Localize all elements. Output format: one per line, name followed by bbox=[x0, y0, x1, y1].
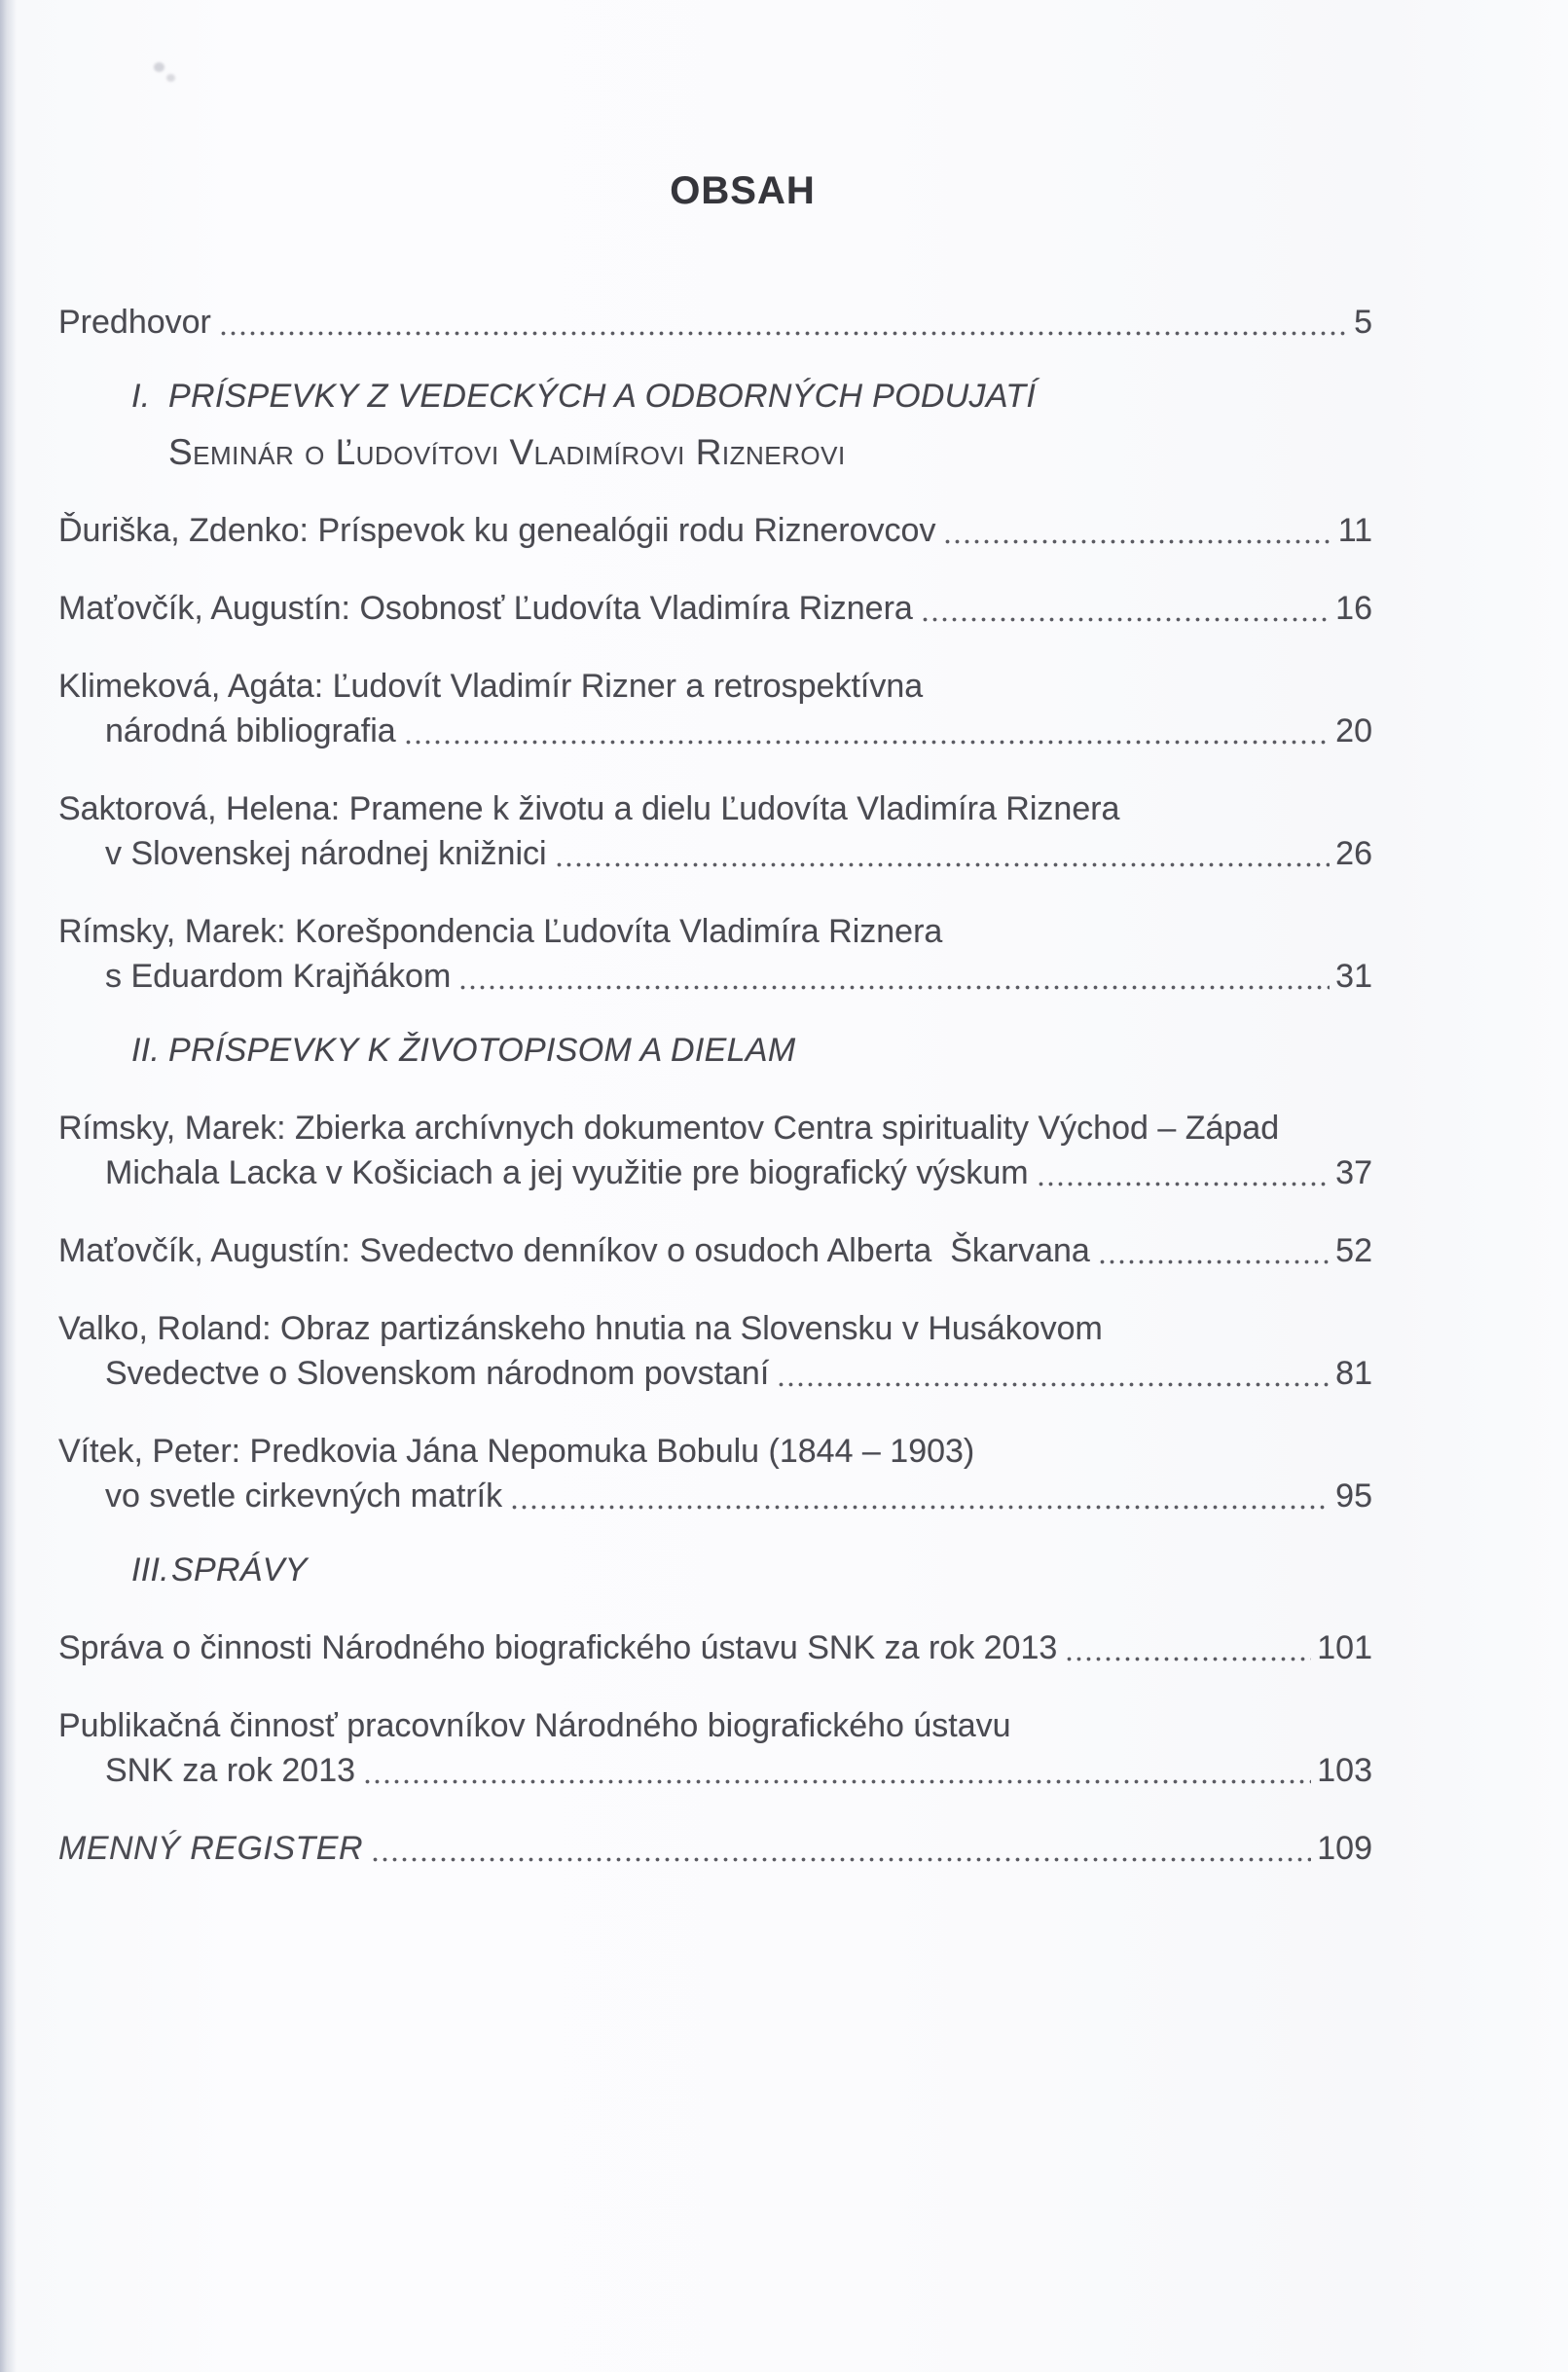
toc-entry-line bbox=[58, 1150, 1372, 1195]
toc-entry-line bbox=[58, 300, 1372, 345]
toc-entry bbox=[58, 1228, 1372, 1273]
entry-title-text: Svedectve o Slovenskom národnom povstaní bbox=[105, 1355, 770, 1392]
entry-title-text: Vítek, Peter: Predkovia Jána Nepomuka Bobulu (1844 – 1903) bbox=[58, 1433, 975, 1470]
toc-entry-line bbox=[58, 1306, 1372, 1351]
toc-entry bbox=[58, 909, 1372, 999]
toc-entry bbox=[58, 1826, 1372, 1871]
page-content bbox=[58, 0, 1372, 1871]
entry-title-text: Správa o činnosti Národného biografického ústavu SNK za rok 2013 bbox=[58, 1629, 1058, 1666]
page-title: OBSAH bbox=[670, 169, 816, 212]
page-number: 16 bbox=[1335, 590, 1372, 627]
section-heading bbox=[58, 374, 1372, 419]
toc-entry-line bbox=[58, 786, 1372, 831]
dot-leader bbox=[373, 1857, 1311, 1862]
section-number: II. bbox=[131, 1032, 161, 1069]
entry-title-text: SNK za rok 2013 bbox=[105, 1752, 356, 1789]
entry-title-text: Michala Lacka v Košiciach a jej využitie pre biografický výskum bbox=[105, 1154, 1029, 1191]
dot-leader bbox=[1067, 1657, 1311, 1661]
entry-title-text: Klimeková, Agáta: Ľudovít Vladimír Rizner a retrospektívna bbox=[58, 668, 924, 705]
entry-title-text: s Eduardom Krajňákom bbox=[105, 958, 452, 995]
toc-entry-line bbox=[58, 909, 1372, 954]
section-heading bbox=[58, 1028, 1372, 1073]
scan-left-edge-shadow bbox=[0, 0, 18, 2372]
toc-entry bbox=[58, 786, 1372, 876]
toc-entry bbox=[58, 586, 1372, 631]
toc-entry bbox=[58, 1106, 1372, 1195]
toc-entry-line bbox=[58, 831, 1372, 876]
dot-leader bbox=[406, 740, 1331, 745]
toc-entry bbox=[58, 1306, 1372, 1396]
entry-title-text: Maťovčík, Augustín: Svedectvo denníkov o osudoch Alberta Škarvana bbox=[58, 1232, 1090, 1269]
section-title: PRÍSPEVKY Z VEDECKÝCH A ODBORNÝCH PODUJATÍ bbox=[168, 378, 1037, 415]
entry-title-text: vo svetle cirkevných matrík bbox=[105, 1478, 503, 1514]
toc-entry bbox=[58, 664, 1372, 753]
toc-entry bbox=[58, 300, 1372, 345]
entry-title-text: MENNÝ REGISTER bbox=[58, 1830, 364, 1867]
toc-entry-line bbox=[58, 1228, 1372, 1273]
dot-leader bbox=[945, 539, 1331, 544]
page-number: 31 bbox=[1335, 958, 1372, 995]
section-number: I. bbox=[131, 378, 151, 415]
toc-entry bbox=[58, 1429, 1372, 1518]
page-number: 5 bbox=[1354, 304, 1372, 341]
section-title: SPRÁVY bbox=[171, 1551, 308, 1588]
page-number: 52 bbox=[1335, 1232, 1372, 1269]
dot-leader bbox=[512, 1505, 1330, 1510]
entry-title-text: Publikačná činnosť pracovníkov Národného biografického ústavu bbox=[58, 1707, 1011, 1744]
section-heading bbox=[58, 1548, 1372, 1592]
dot-leader bbox=[557, 862, 1331, 867]
toc-entry-line bbox=[58, 1625, 1372, 1670]
entry-title-text: Saktorová, Helena: Pramene k životu a dielu Ľudovíta Vladimíra Riznera bbox=[58, 790, 1120, 827]
page-number: 103 bbox=[1317, 1752, 1372, 1789]
toc-entry-line bbox=[58, 1474, 1372, 1518]
entry-title-text: Rímsky, Marek: Zbierka archívnych dokumentov Centra spirituality Východ – Západ bbox=[58, 1110, 1280, 1147]
toc-entry-line bbox=[58, 1106, 1372, 1150]
toc-entry-line bbox=[58, 1703, 1372, 1748]
entry-title-text: Maťovčík, Augustín: Osobnosť Ľudovíta Vladimíra Riznera bbox=[58, 590, 913, 627]
toc-entry-line bbox=[58, 1429, 1372, 1474]
toc-entry-line bbox=[58, 586, 1372, 631]
dot-leader bbox=[923, 617, 1330, 622]
page-number: 11 bbox=[1337, 512, 1372, 549]
toc-entry bbox=[58, 508, 1372, 553]
entry-title-text: Rímsky, Marek: Korešpondencia Ľudovíta Vladimíra Riznera bbox=[58, 913, 943, 950]
section-title: PRÍSPEVKY K ŽIVOTOPISOM A DIELAM bbox=[168, 1032, 796, 1069]
dot-leader bbox=[1039, 1182, 1331, 1186]
page-number: 26 bbox=[1335, 835, 1372, 872]
dot-leader bbox=[460, 985, 1330, 990]
page-number: 20 bbox=[1335, 712, 1372, 749]
entry-title-text: Predhovor bbox=[58, 304, 211, 341]
toc-entry bbox=[58, 1703, 1372, 1793]
page-number: 37 bbox=[1335, 1154, 1372, 1191]
dot-leader bbox=[221, 331, 1348, 336]
dot-leader bbox=[365, 1779, 1311, 1784]
dot-leader bbox=[779, 1382, 1330, 1387]
entry-title-text: národná bibliografia bbox=[105, 712, 396, 749]
section-subheading: Seminár o Ľudovítovi Vladimírovi Riznerovi bbox=[168, 432, 846, 472]
toc-entry-line bbox=[58, 1826, 1372, 1871]
toc-entry-line bbox=[58, 954, 1372, 999]
page-number: 101 bbox=[1317, 1629, 1372, 1666]
entry-title-text: v Slovenskej národnej knižnici bbox=[105, 835, 547, 872]
toc-entry-line bbox=[58, 1351, 1372, 1396]
toc-entry-line bbox=[58, 709, 1372, 753]
toc-list bbox=[58, 300, 1372, 1871]
toc-entry-line bbox=[58, 508, 1372, 553]
page-number: 81 bbox=[1335, 1355, 1372, 1392]
entry-title-text: Valko, Roland: Obraz partizánskeho hnutia na Slovensku v Husákovom bbox=[58, 1310, 1103, 1347]
page-number: 109 bbox=[1317, 1830, 1372, 1867]
toc-entry-line bbox=[58, 1748, 1372, 1793]
dot-leader bbox=[1100, 1259, 1330, 1264]
section-number: III. bbox=[131, 1551, 169, 1588]
entry-title-text: Ďuriška, Zdenko: Príspevok ku genealógii rodu Riznerovcov bbox=[58, 512, 936, 549]
toc-entry bbox=[58, 1625, 1372, 1670]
page-number: 95 bbox=[1335, 1478, 1372, 1514]
toc-entry-line bbox=[58, 664, 1372, 709]
